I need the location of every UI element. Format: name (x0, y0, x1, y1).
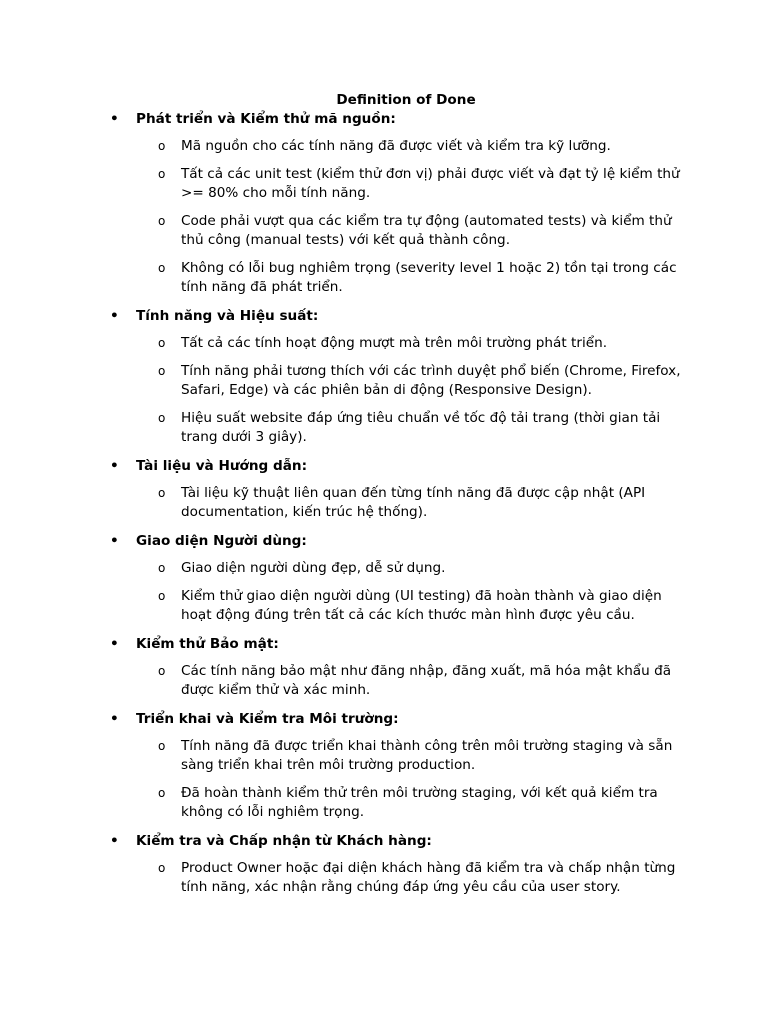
section (110, 709, 690, 822)
list-item-text: Giao diện người dùng đẹp, dễ sử dụng. (181, 560, 446, 576)
section-heading-text: Phát triển và Kiểm thử mã nguồn: (136, 111, 396, 127)
section-list (110, 109, 690, 906)
list-item (110, 137, 690, 156)
circle-bullet-icon: o (158, 664, 166, 678)
item-list (110, 484, 690, 522)
circle-bullet-icon: o (158, 786, 166, 800)
list-item-text: Product Owner hoặc đại diện khách hàng đã kiểm tra và chấp nhận từng tính năng, xác nhận rằng chúng đáp ứng yêu cầu của user story. (181, 860, 676, 895)
circle-bullet-icon: o (158, 214, 166, 228)
section (110, 306, 690, 447)
section (110, 109, 690, 297)
section (110, 456, 690, 522)
circle-bullet-icon: o (158, 364, 166, 378)
list-item-text: Code phải vượt qua các kiểm tra tự động (automated tests) và kiểm thử thủ công (manual tests) với kết quả thành công. (181, 213, 672, 248)
list-item (110, 165, 690, 203)
circle-bullet-icon: o (158, 486, 166, 500)
section-heading (110, 831, 690, 851)
list-item-text: Đã hoàn thành kiểm thử trên môi trường staging, với kết quả kiểm tra không có lỗi nghiêm trọng. (181, 785, 658, 820)
item-list (110, 662, 690, 700)
section-heading (110, 531, 690, 551)
bullet-icon: • (110, 533, 119, 549)
section-heading (110, 634, 690, 654)
section-heading-text: Triển khai và Kiểm tra Môi trường: (136, 711, 399, 727)
list-item-text: Không có lỗi bug nghiêm trọng (severity level 1 hoặc 2) tồn tại trong các tính năng đã phát triển. (181, 260, 677, 295)
list-item (110, 334, 690, 353)
bullet-icon: • (110, 458, 119, 474)
bullet-icon: • (110, 636, 119, 652)
circle-bullet-icon: o (158, 167, 166, 181)
section-heading-text: Tính năng và Hiệu suất: (136, 308, 319, 324)
section-heading-text: Giao diện Người dùng: (136, 533, 307, 549)
circle-bullet-icon: o (158, 739, 166, 753)
list-item (110, 559, 690, 578)
section-heading (110, 709, 690, 729)
list-item (110, 484, 690, 522)
list-item-text: Tính năng đã được triển khai thành công trên môi trường staging và sẵn sàng triển khai trên môi trường production. (181, 738, 673, 773)
list-item-text: Tính năng phải tương thích với các trình duyệt phổ biến (Chrome, Firefox, Safari, Edge) và các phiên bản di động (Responsive Design). (181, 363, 681, 398)
circle-bullet-icon: o (158, 589, 166, 603)
item-list (110, 737, 690, 822)
section-heading (110, 456, 690, 476)
circle-bullet-icon: o (158, 336, 166, 350)
section (110, 634, 690, 700)
section-heading (110, 109, 690, 129)
bullet-icon: • (110, 308, 119, 324)
list-item-text: Tài liệu kỹ thuật liên quan đến từng tính năng đã được cập nhật (API documentation, kiến trúc hệ thống). (181, 485, 646, 520)
section-heading-text: Kiểm tra và Chấp nhận từ Khách hàng: (136, 833, 432, 849)
list-item (110, 362, 690, 400)
list-item (110, 587, 690, 625)
item-list (110, 859, 690, 897)
circle-bullet-icon: o (158, 861, 166, 875)
list-item (110, 737, 690, 775)
item-list (110, 334, 690, 447)
circle-bullet-icon: o (158, 411, 166, 425)
item-list (110, 137, 690, 297)
list-item-text: Hiệu suất website đáp ứng tiêu chuẩn về tốc độ tải trang (thời gian tải trang dưới 3 giây). (181, 410, 661, 445)
list-item-text: Tất cả các tính hoạt động mượt mà trên môi trường phát triển. (181, 335, 608, 351)
list-item (110, 859, 690, 897)
list-item-text: Các tính năng bảo mật như đăng nhập, đăng xuất, mã hóa mật khẩu đã được kiểm thử và xác minh. (181, 663, 672, 698)
circle-bullet-icon: o (158, 561, 166, 575)
circle-bullet-icon: o (158, 261, 166, 275)
section-heading-text: Kiểm thử Bảo mật: (136, 636, 279, 652)
circle-bullet-icon: o (158, 139, 166, 153)
list-item (110, 662, 690, 700)
item-list (110, 559, 690, 625)
list-item-text: Kiểm thử giao diện người dùng (UI testing) đã hoàn thành và giao diện hoạt động đúng trên tất cả các kích thước màn hình được yêu cầu. (181, 588, 662, 623)
section (110, 531, 690, 625)
bullet-icon: • (110, 833, 119, 849)
list-item (110, 409, 690, 447)
list-item (110, 259, 690, 297)
section-heading (110, 306, 690, 326)
list-item (110, 212, 690, 250)
list-item-text: Mã nguồn cho các tính năng đã được viết và kiểm tra kỹ lưỡng. (181, 138, 611, 154)
list-item (110, 784, 690, 822)
document-title: Definition of Done (336, 92, 476, 108)
bullet-icon: • (110, 711, 119, 727)
section-heading-text: Tài liệu và Hướng dẫn: (136, 458, 308, 474)
list-item-text: Tất cả các unit test (kiểm thử đơn vị) phải được viết và đạt tỷ lệ kiểm thử >= 80% cho mỗi tính năng. (181, 166, 680, 201)
section (110, 831, 690, 897)
bullet-icon: • (110, 111, 119, 127)
